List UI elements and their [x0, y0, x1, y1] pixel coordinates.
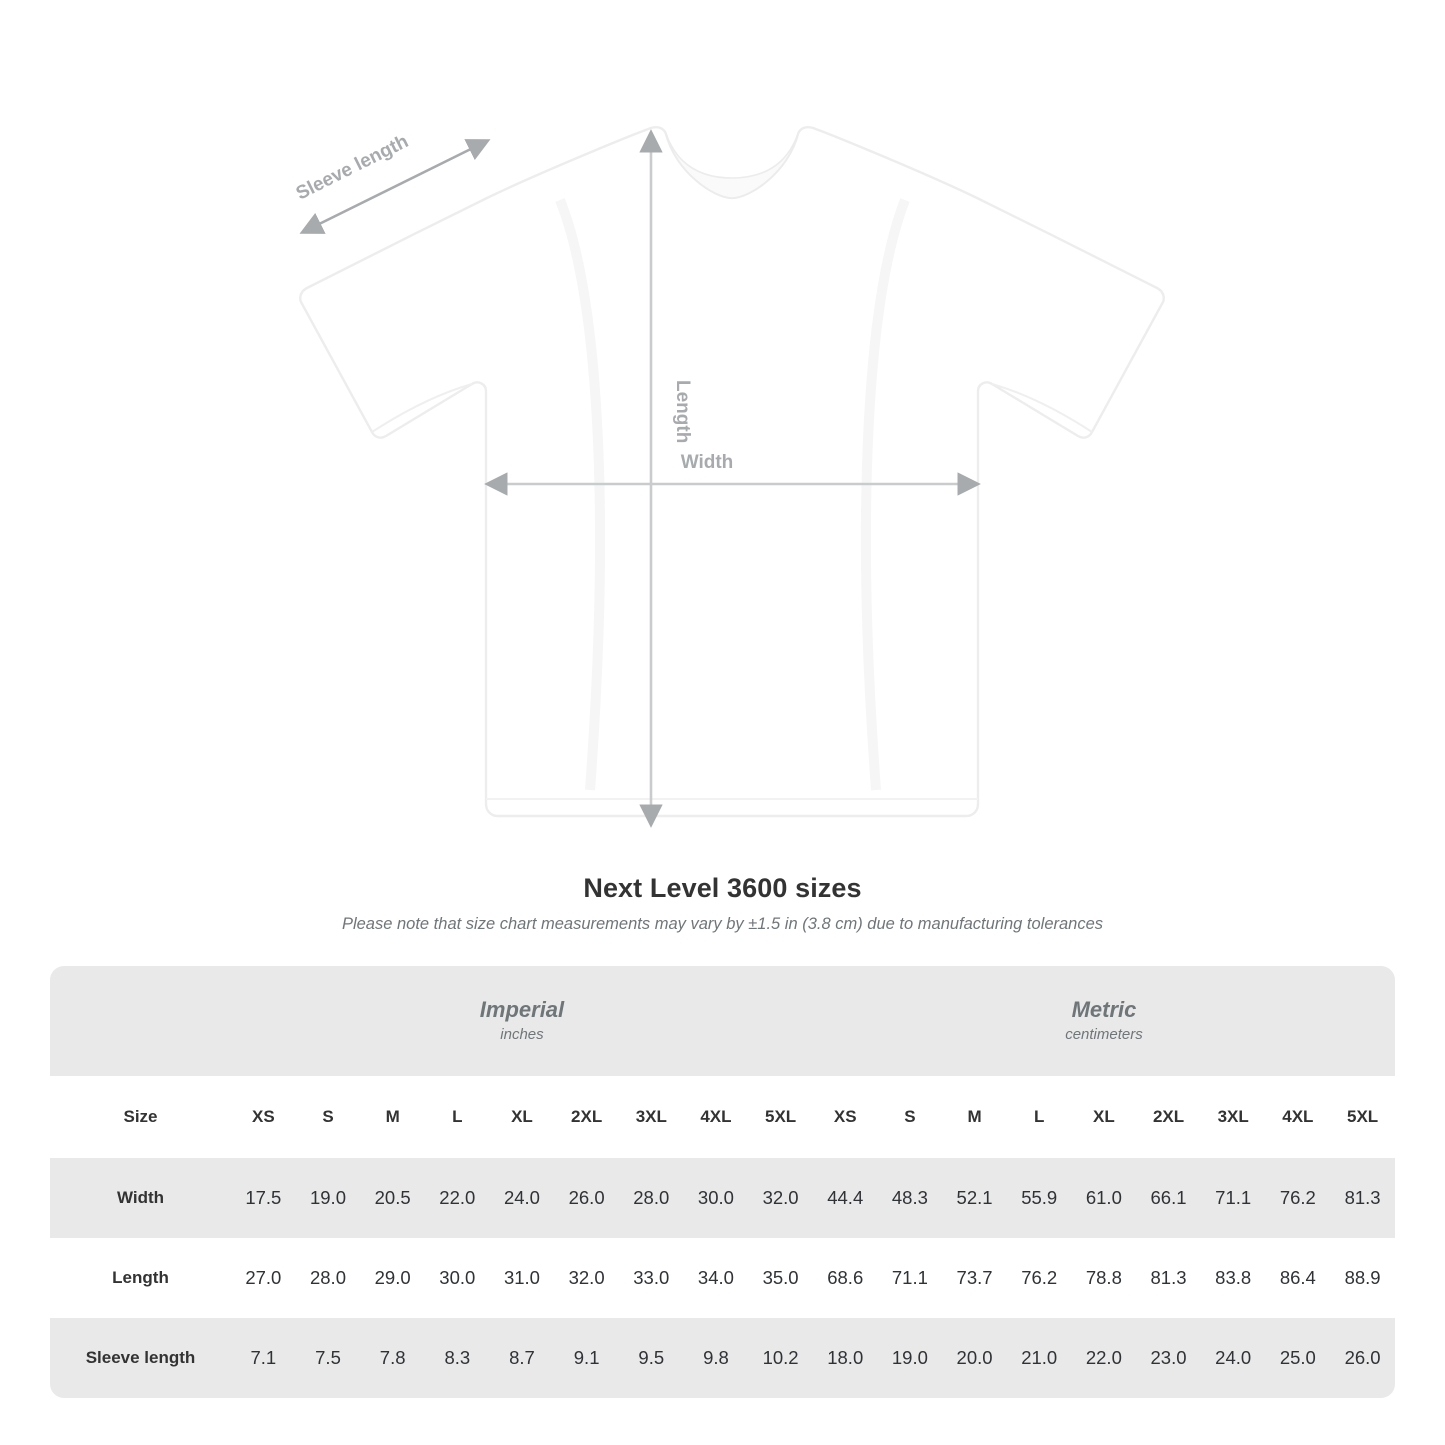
row-label-width: Width: [50, 1158, 231, 1238]
cell-length-metric-xl: 78.8: [1072, 1238, 1137, 1318]
row-header-size: Size: [50, 1076, 231, 1158]
size-table: [50, 966, 1395, 1398]
cell-width-metric-l: 55.9: [1007, 1158, 1072, 1238]
unit-group-metric-name: Metric: [1071, 997, 1137, 1022]
cell-width-metric-xs: 44.4: [813, 1158, 878, 1238]
col-header-imperial-xl: XL: [490, 1076, 555, 1158]
col-header-imperial-3xl: 3XL: [619, 1076, 684, 1158]
col-header-metric-2xl: 2XL: [1136, 1076, 1201, 1158]
unit-group-imperial-name: Imperial: [479, 997, 565, 1022]
unit-group-metric-sub: centimeters: [1065, 1025, 1143, 1043]
col-header-metric-3xl: 3XL: [1201, 1076, 1266, 1158]
cell-width-imperial-l: 22.0: [425, 1158, 490, 1238]
col-header-metric-xs: XS: [813, 1076, 878, 1158]
cell-width-imperial-4xl: 30.0: [684, 1158, 749, 1238]
cell-length-imperial-xl: 31.0: [490, 1238, 555, 1318]
col-header-metric-5xl: 5XL: [1330, 1076, 1395, 1158]
length-label: Length: [672, 380, 693, 444]
cell-sleeve-imperial-xl: 8.7: [490, 1318, 555, 1398]
cell-length-imperial-5xl: 35.0: [748, 1238, 813, 1318]
cell-width-metric-2xl: 66.1: [1136, 1158, 1201, 1238]
unit-header-row: [50, 966, 1395, 1076]
cell-sleeve-imperial-2xl: 9.1: [554, 1318, 619, 1398]
cell-width-metric-5xl: 81.3: [1330, 1158, 1395, 1238]
cell-length-imperial-4xl: 34.0: [684, 1238, 749, 1318]
unit-group-imperial-sub: inches: [500, 1025, 544, 1043]
tolerance-note: Please note that size chart measurements may vary by ±1.5 in (3.8 cm) due to manufacturing tolerances: [341, 915, 1104, 933]
cell-sleeve-imperial-3xl: 9.5: [619, 1318, 684, 1398]
size-table-wrapper: [50, 966, 1395, 1398]
row-label-length: Length: [50, 1238, 231, 1318]
cell-width-metric-s: 48.3: [878, 1158, 943, 1238]
cell-width-imperial-m: 20.5: [360, 1158, 425, 1238]
cell-sleeve-metric-3xl: 24.0: [1201, 1318, 1266, 1398]
cell-length-metric-s: 71.1: [878, 1238, 943, 1318]
table-row-width: [50, 1158, 1395, 1238]
col-header-imperial-m: M: [360, 1076, 425, 1158]
row-label-sleeve-length: Sleeve length: [50, 1318, 231, 1398]
cell-sleeve-metric-4xl: 25.0: [1266, 1318, 1331, 1398]
col-header-metric-s: S: [878, 1076, 943, 1158]
width-label: Width: [680, 452, 734, 473]
cell-sleeve-imperial-s: 7.5: [296, 1318, 361, 1398]
cell-length-imperial-3xl: 33.0: [619, 1238, 684, 1318]
cell-sleeve-imperial-l: 8.3: [425, 1318, 490, 1398]
cell-length-imperial-s: 28.0: [296, 1238, 361, 1318]
cell-length-metric-5xl: 88.9: [1330, 1238, 1395, 1318]
cell-length-metric-2xl: 81.3: [1136, 1238, 1201, 1318]
cell-sleeve-metric-5xl: 26.0: [1330, 1318, 1395, 1398]
cell-sleeve-metric-m: 20.0: [942, 1318, 1007, 1398]
table-row-length: [50, 1238, 1395, 1318]
cell-sleeve-metric-2xl: 23.0: [1136, 1318, 1201, 1398]
cell-length-imperial-m: 29.0: [360, 1238, 425, 1318]
cell-width-imperial-2xl: 26.0: [554, 1158, 619, 1238]
cell-width-metric-3xl: 71.1: [1201, 1158, 1266, 1238]
unit-group-imperial: [231, 966, 813, 1076]
col-header-metric-m: M: [942, 1076, 1007, 1158]
cell-length-imperial-2xl: 32.0: [554, 1238, 619, 1318]
col-header-imperial-2xl: 2XL: [554, 1076, 619, 1158]
cell-sleeve-imperial-xs: 7.1: [231, 1318, 296, 1398]
cell-width-imperial-s: 19.0: [296, 1158, 361, 1238]
cell-length-metric-4xl: 86.4: [1266, 1238, 1331, 1318]
cell-width-metric-m: 52.1: [942, 1158, 1007, 1238]
cell-width-metric-4xl: 76.2: [1266, 1158, 1331, 1238]
cell-width-metric-xl: 61.0: [1072, 1158, 1137, 1238]
cell-sleeve-metric-xs: 18.0: [813, 1318, 878, 1398]
cell-sleeve-imperial-5xl: 10.2: [748, 1318, 813, 1398]
col-header-imperial-4xl: 4XL: [684, 1076, 749, 1158]
cell-length-metric-m: 73.7: [942, 1238, 1007, 1318]
cell-length-imperial-xs: 27.0: [231, 1238, 296, 1318]
cell-length-metric-l: 76.2: [1007, 1238, 1072, 1318]
cell-sleeve-imperial-m: 7.8: [360, 1318, 425, 1398]
col-header-imperial-s: S: [296, 1076, 361, 1158]
cell-width-imperial-xl: 24.0: [490, 1158, 555, 1238]
col-header-metric-4xl: 4XL: [1266, 1076, 1331, 1158]
col-header-metric-l: L: [1007, 1076, 1072, 1158]
cell-length-metric-xs: 68.6: [813, 1238, 878, 1318]
unit-group-metric: [813, 966, 1395, 1076]
cell-sleeve-metric-l: 21.0: [1007, 1318, 1072, 1398]
col-header-metric-xl: XL: [1072, 1076, 1137, 1158]
col-header-imperial-xs: XS: [231, 1076, 296, 1158]
col-header-imperial-5xl: 5XL: [748, 1076, 813, 1158]
cell-sleeve-metric-xl: 22.0: [1072, 1318, 1137, 1398]
page-title: Next Level 3600 sizes: [583, 873, 862, 903]
table-row-sleeve-length: [50, 1318, 1395, 1398]
cell-length-metric-3xl: 83.8: [1201, 1238, 1266, 1318]
cell-sleeve-metric-s: 19.0: [878, 1318, 943, 1398]
sleeve-length-label: Sleeve length: [292, 131, 412, 205]
cell-width-imperial-xs: 17.5: [231, 1158, 296, 1238]
cell-length-imperial-l: 30.0: [425, 1238, 490, 1318]
col-header-imperial-l: L: [425, 1076, 490, 1158]
cell-width-imperial-3xl: 28.0: [619, 1158, 684, 1238]
cell-width-imperial-5xl: 32.0: [748, 1158, 813, 1238]
unit-corner-cell: [50, 966, 231, 1076]
size-header-row: [50, 1076, 1395, 1158]
cell-sleeve-imperial-4xl: 9.8: [684, 1318, 749, 1398]
